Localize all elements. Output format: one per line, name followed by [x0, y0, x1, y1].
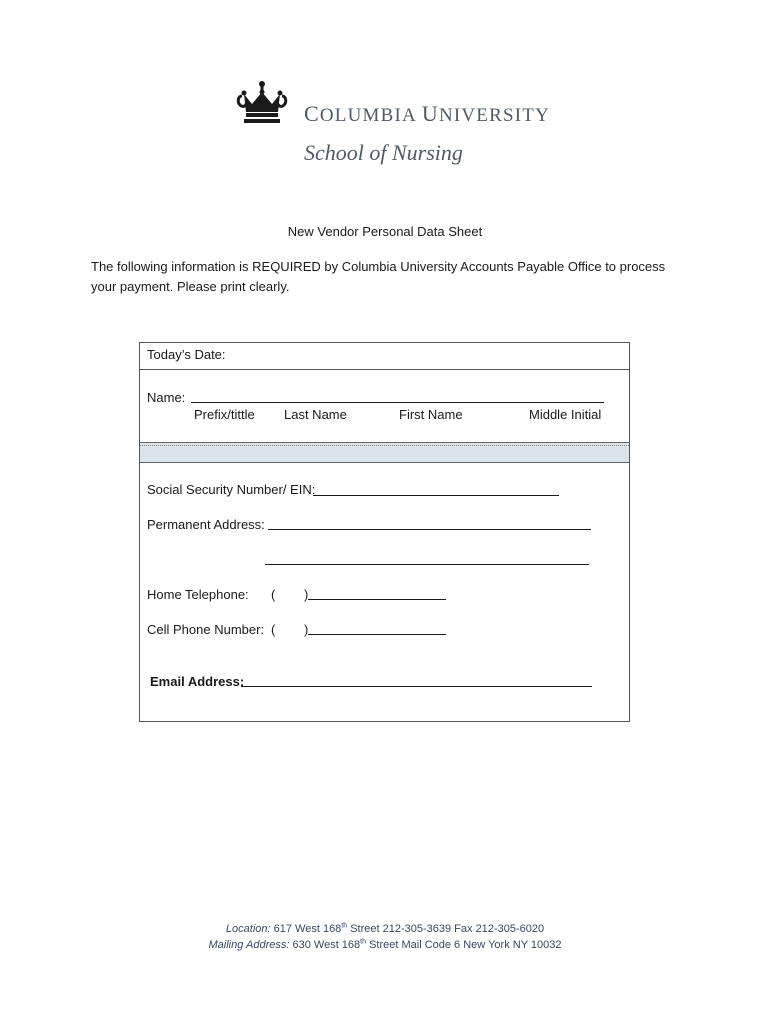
- address-field-line1[interactable]: [268, 529, 591, 530]
- section-divider: [140, 442, 629, 463]
- name-first-label: First Name: [399, 407, 463, 422]
- name-last-label: Last Name: [284, 407, 347, 422]
- mailing-suffix: th: [360, 938, 367, 946]
- home-phone-label: Home Telephone:: [147, 587, 249, 602]
- date-row: [140, 343, 629, 370]
- cell-phone-close-paren: ): [304, 622, 309, 637]
- school-name: School of Nursing: [304, 140, 463, 165]
- home-phone-open-paren: (: [271, 587, 276, 602]
- ssn-field[interactable]: [313, 495, 559, 496]
- location-street: 617 West 168: [273, 923, 342, 935]
- location-details: Street 212-305-3639 Fax 212-305-6020: [347, 923, 545, 935]
- vendor-form: [139, 342, 630, 722]
- crown-logo-icon: [236, 80, 288, 124]
- cell-phone-open-paren: (: [271, 622, 276, 637]
- intro-paragraph: The following information is REQUIRED by Columbia University Accounts Payable Office to process your payment. Please print clearly.: [91, 259, 666, 294]
- address-label: Permanent Address:: [147, 517, 265, 532]
- footer-location: [0, 921, 770, 937]
- name-middle-label: Middle Initial: [529, 407, 602, 422]
- location-label: Location:: [225, 923, 271, 935]
- name-prefix-label: Prefix/tittle: [194, 407, 255, 422]
- home-phone-field[interactable]: [308, 599, 446, 600]
- email-field[interactable]: [241, 686, 592, 687]
- document-title: New Vendor Personal Data Sheet: [287, 224, 483, 239]
- name-label: Name:: [147, 390, 186, 405]
- home-phone-close-paren: ): [304, 587, 309, 602]
- ssn-label: Social Security Number/ EIN:: [147, 482, 316, 497]
- mailing-details: Street Mail Code 6 New York NY 10032: [366, 939, 562, 951]
- university-name: COLUMBIA UNIVERSITY: [304, 101, 551, 126]
- name-field[interactable]: [191, 402, 604, 403]
- mailing-label: Mailing Address:: [208, 939, 290, 951]
- location-suffix: th: [341, 922, 348, 930]
- footer-mailing-address: [0, 937, 770, 953]
- date-label: Today’s Date:: [147, 347, 226, 362]
- email-label: Email Address:: [150, 674, 245, 689]
- mailing-street: 630 West 168: [292, 939, 361, 951]
- cell-phone-label: Cell Phone Number:: [147, 622, 265, 637]
- cell-phone-field[interactable]: [308, 634, 446, 635]
- address-field-line2[interactable]: [265, 564, 589, 565]
